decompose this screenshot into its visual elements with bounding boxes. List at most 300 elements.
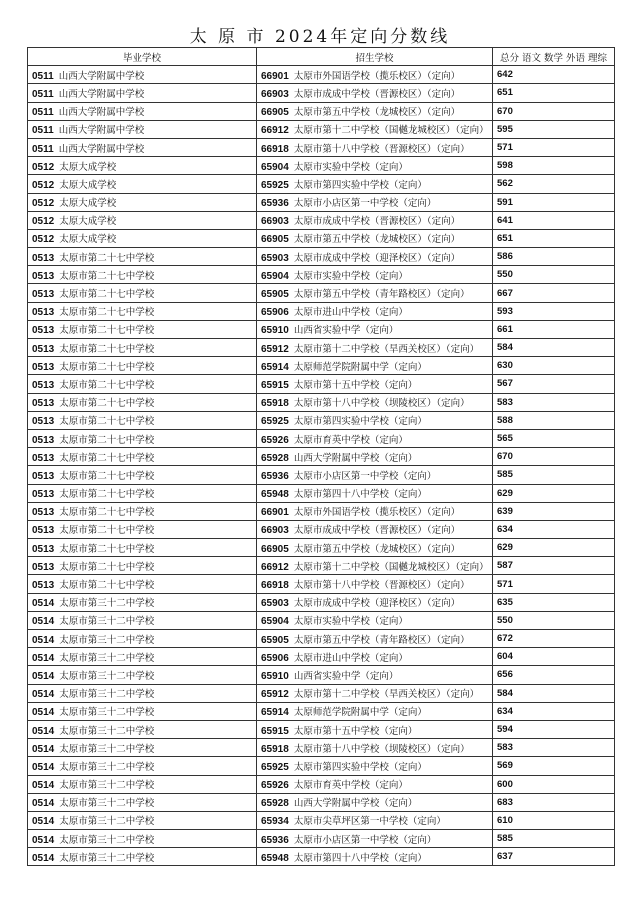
graduate-school-cell [28, 429, 257, 447]
graduate-school-cell [28, 229, 257, 247]
admit-school-cell [257, 575, 493, 593]
admit-school-name: 太原市实验中学校（定向） [293, 616, 408, 628]
table-row [28, 211, 615, 229]
graduate-school-code: 0513 [32, 434, 55, 446]
graduate-school-name: 山西大学附属中学校 [58, 88, 145, 100]
graduate-school-name: 太原市第三十二中学校 [59, 670, 155, 682]
admit-school-cell [257, 702, 493, 720]
score-cell: 635 [493, 593, 615, 611]
score-table [27, 47, 615, 866]
graduate-school-code: 0512 [32, 234, 55, 246]
graduate-school-code: 0514 [32, 598, 55, 610]
graduate-school-name: 太原大成学校 [59, 198, 117, 210]
graduate-school-name: 山西大学附属中学校 [58, 70, 145, 82]
admit-school-name: 太原市第十五中学校（定向） [293, 725, 418, 737]
graduate-school-name: 太原市第二十七中学校 [59, 543, 155, 555]
graduate-school-name: 太原市第三十二中学校 [59, 761, 155, 773]
graduate-school-cell [28, 630, 257, 648]
score-cell: 610 [493, 811, 615, 829]
graduate-school-code: 0513 [32, 470, 55, 482]
table-row [28, 284, 615, 302]
score-cell: 670 [493, 102, 615, 120]
admit-school-name: 太原市第十二中学校（国樾龙城校区）（定向） [293, 125, 489, 137]
admit-school-cell [257, 429, 493, 447]
table-row [28, 630, 615, 648]
score-cell: 550 [493, 611, 615, 629]
graduate-school-code: 0514 [32, 743, 55, 755]
admit-school-code: 66905 [261, 234, 289, 246]
score-cell: 583 [493, 739, 615, 757]
table-row [28, 84, 615, 102]
admit-school-name: 太原市外国语学校（揽乐校区）（定向） [293, 507, 461, 519]
table-row [28, 138, 615, 156]
graduate-school-cell [28, 484, 257, 502]
table-row [28, 539, 615, 557]
admit-school-code: 66901 [261, 507, 289, 519]
table-row [28, 775, 615, 793]
graduate-school-name: 太原市第三十二中学校 [59, 743, 155, 755]
admit-school-cell [257, 193, 493, 211]
admit-school-name: 太原市第四实验中学校（定向） [293, 179, 427, 191]
graduate-school-cell [28, 466, 257, 484]
table-row [28, 684, 615, 702]
admit-school-cell [257, 775, 493, 793]
graduate-school-cell [28, 138, 257, 156]
admit-school-cell [257, 848, 493, 866]
table-row [28, 702, 615, 720]
graduate-school-code: 0512 [32, 198, 55, 210]
admit-school-code: 65918 [261, 743, 289, 755]
score-cell: 629 [493, 484, 615, 502]
admit-school-cell [257, 266, 493, 284]
graduate-school-name: 太原市第二十七中学校 [59, 379, 155, 391]
admit-school-name: 太原市第十二中学校（旱西关校区）（定向） [293, 689, 480, 701]
graduate-school-cell [28, 120, 257, 138]
admit-school-name: 山西省实验中学（定向） [293, 325, 399, 337]
graduate-school-name: 太原市第二十七中学校 [59, 252, 155, 264]
score-cell: 562 [493, 175, 615, 193]
score-cell: 594 [493, 720, 615, 738]
graduate-school-code: 0512 [32, 216, 55, 228]
graduate-school-code: 0514 [32, 780, 55, 792]
table-row [28, 666, 615, 684]
score-cell: 565 [493, 429, 615, 447]
graduate-school-code: 0513 [32, 325, 55, 337]
admit-school-code: 66912 [261, 561, 289, 573]
admit-school-code: 65905 [261, 289, 289, 301]
admit-school-name: 太原市外国语学校（揽乐校区）（定向） [293, 70, 461, 82]
admit-school-name: 太原市成成中学校（晋源校区）（定向） [293, 216, 461, 228]
table-row [28, 757, 615, 775]
admit-school-name: 太原市第十八中学校（晋源校区）（定向） [293, 580, 470, 592]
header-score: 总分 语文 数学 外语 理综 [493, 48, 615, 66]
graduate-school-code: 0514 [32, 670, 55, 682]
admit-school-code: 65925 [261, 416, 289, 428]
graduate-school-name: 太原市第二十七中学校 [59, 325, 155, 337]
admit-school-code: 65918 [261, 398, 289, 410]
graduate-school-cell [28, 739, 257, 757]
graduate-school-cell [28, 720, 257, 738]
graduate-school-cell [28, 611, 257, 629]
score-cell: 571 [493, 575, 615, 593]
table-row [28, 739, 615, 757]
admit-school-cell [257, 448, 493, 466]
score-cell: 585 [493, 830, 615, 848]
graduate-school-cell [28, 684, 257, 702]
admit-school-code: 65904 [261, 270, 289, 282]
graduate-school-code: 0514 [32, 798, 55, 810]
score-cell: 586 [493, 248, 615, 266]
admit-school-name: 太原市第十八中学校（晋源校区）（定向） [293, 143, 470, 155]
admit-school-code: 65928 [261, 452, 289, 464]
admit-school-cell [257, 84, 493, 102]
admit-school-code: 65928 [261, 798, 289, 810]
graduate-school-code: 0513 [32, 398, 55, 410]
graduate-school-code: 0513 [32, 543, 55, 555]
graduate-school-code: 0512 [32, 161, 55, 173]
admit-school-name: 太原师范学院附属中学（定向） [293, 707, 427, 719]
graduate-school-cell [28, 575, 257, 593]
admit-school-cell [257, 102, 493, 120]
score-cell: 595 [493, 120, 615, 138]
graduate-school-name: 太原市第三十二中学校 [59, 834, 155, 846]
graduate-school-name: 太原市第三十二中学校 [59, 598, 155, 610]
score-cell: 670 [493, 448, 615, 466]
admit-school-cell [257, 793, 493, 811]
table-row [28, 266, 615, 284]
admit-school-code: 65915 [261, 379, 289, 391]
table-row [28, 484, 615, 502]
admit-school-name: 太原市第五中学校（龙城校区）（定向） [293, 543, 461, 555]
admit-school-cell [257, 229, 493, 247]
graduate-school-cell [28, 375, 257, 393]
graduate-school-cell [28, 84, 257, 102]
graduate-school-cell [28, 302, 257, 320]
graduate-school-code: 0513 [32, 361, 55, 373]
admit-school-cell [257, 648, 493, 666]
score-cell: 598 [493, 157, 615, 175]
graduate-school-cell [28, 702, 257, 720]
score-cell: 672 [493, 630, 615, 648]
table-row [28, 720, 615, 738]
admit-school-code: 66901 [261, 70, 289, 82]
graduate-school-name: 太原大成学校 [59, 179, 117, 191]
admit-school-code: 66918 [261, 580, 289, 592]
graduate-school-code: 0511 [32, 125, 54, 137]
graduate-school-name: 太原市第二十七中学校 [59, 489, 155, 501]
score-cell: 591 [493, 193, 615, 211]
admit-school-code: 65904 [261, 161, 289, 173]
admit-school-code: 66905 [261, 107, 289, 119]
admit-school-cell [257, 520, 493, 538]
table-row [28, 611, 615, 629]
table-row [28, 193, 615, 211]
graduate-school-code: 0514 [32, 652, 55, 664]
graduate-school-cell [28, 793, 257, 811]
admit-school-code: 65912 [261, 689, 289, 701]
admit-school-code: 65904 [261, 616, 289, 628]
admit-school-name: 山西省实验中学（定向） [293, 670, 399, 682]
table-row [28, 357, 615, 375]
admit-school-name: 太原师范学院附属中学（定向） [293, 361, 427, 373]
admit-school-code: 65906 [261, 307, 289, 319]
table-row [28, 66, 615, 84]
admit-school-cell [257, 138, 493, 156]
admit-school-name: 太原市第十二中学校（国樾龙城校区）（定向） [293, 561, 489, 573]
admit-school-name: 太原市进山中学校（定向） [293, 307, 408, 319]
table-row [28, 648, 615, 666]
admit-school-code: 65948 [261, 489, 289, 501]
graduate-school-name: 太原市第三十二中学校 [59, 652, 155, 664]
admit-school-cell [257, 284, 493, 302]
admit-school-code: 65936 [261, 198, 289, 210]
score-cell: 585 [493, 466, 615, 484]
admit-school-name: 太原市第十八中学校（坝陵校区）（定向） [293, 743, 470, 755]
admit-school-code: 66903 [261, 88, 289, 100]
graduate-school-cell [28, 520, 257, 538]
graduate-school-code: 0511 [32, 70, 54, 82]
graduate-school-code: 0511 [32, 88, 54, 100]
graduate-school-cell [28, 811, 257, 829]
graduate-school-name: 太原市第二十七中学校 [59, 452, 155, 464]
graduate-school-code: 0513 [32, 452, 55, 464]
admit-school-code: 65905 [261, 634, 289, 646]
table-row [28, 175, 615, 193]
admit-school-code: 65925 [261, 761, 289, 773]
admit-school-name: 太原市进山中学校（定向） [293, 652, 408, 664]
table-row [28, 339, 615, 357]
graduate-school-code: 0514 [32, 616, 55, 628]
table-row [28, 520, 615, 538]
score-cell: 584 [493, 684, 615, 702]
score-cell: 550 [493, 266, 615, 284]
admit-school-cell [257, 375, 493, 393]
admit-school-code: 65910 [261, 670, 289, 682]
admit-school-cell [257, 593, 493, 611]
graduate-school-cell [28, 557, 257, 575]
score-cell: 600 [493, 775, 615, 793]
admit-school-cell [257, 630, 493, 648]
graduate-school-cell [28, 775, 257, 793]
graduate-school-cell [28, 593, 257, 611]
graduate-school-code: 0513 [32, 289, 55, 301]
graduate-school-code: 0514 [32, 761, 55, 773]
graduate-school-code: 0513 [32, 580, 55, 592]
admit-school-cell [257, 684, 493, 702]
admit-school-name: 太原市第十八中学校（坝陵校区）（定向） [293, 398, 470, 410]
graduate-school-code: 0513 [32, 489, 55, 501]
graduate-school-name: 太原市第二十七中学校 [59, 289, 155, 301]
admit-school-code: 65925 [261, 179, 289, 191]
graduate-school-name: 太原市第三十二中学校 [59, 616, 155, 628]
admit-school-cell [257, 157, 493, 175]
admit-school-name: 太原市第五中学校（青年路校区）（定向） [293, 289, 470, 301]
admit-school-cell [257, 466, 493, 484]
admit-school-name: 太原市成成中学校（晋源校区）（定向） [293, 525, 461, 537]
graduate-school-code: 0513 [32, 507, 55, 519]
graduate-school-name: 太原市第二十七中学校 [59, 270, 155, 282]
admit-school-code: 66903 [261, 525, 289, 537]
graduate-school-code: 0513 [32, 270, 55, 282]
table-row [28, 793, 615, 811]
graduate-school-cell [28, 102, 257, 120]
score-cell: 651 [493, 229, 615, 247]
score-cell: 571 [493, 138, 615, 156]
table-row [28, 411, 615, 429]
table-row [28, 593, 615, 611]
admit-school-cell [257, 739, 493, 757]
admit-school-name: 太原市第四十八中学校（定向） [293, 852, 427, 864]
admit-school-cell [257, 539, 493, 557]
score-cell: 587 [493, 557, 615, 575]
admit-school-name: 山西大学附属中学校（定向） [293, 798, 418, 810]
admit-school-name: 太原市尖草坪区第一中学校（定向） [293, 816, 446, 828]
graduate-school-name: 山西大学附属中学校 [58, 125, 145, 137]
graduate-school-name: 山西大学附属中学校 [58, 143, 145, 155]
graduate-school-cell [28, 248, 257, 266]
admit-school-name: 太原市实验中学校（定向） [293, 270, 408, 282]
table-row [28, 830, 615, 848]
graduate-school-name: 太原市第二十七中学校 [59, 470, 155, 482]
graduate-school-cell [28, 211, 257, 229]
graduate-school-code: 0511 [32, 107, 54, 119]
graduate-school-cell [28, 66, 257, 84]
table-row [28, 375, 615, 393]
graduate-school-name: 太原市第二十七中学校 [59, 434, 155, 446]
admit-school-code: 65903 [261, 252, 289, 264]
table-row [28, 120, 615, 138]
graduate-school-cell [28, 539, 257, 557]
graduate-school-cell [28, 848, 257, 866]
admit-school-cell [257, 611, 493, 629]
graduate-school-name: 太原市第二十七中学校 [59, 343, 155, 355]
graduate-school-name: 太原市第三十二中学校 [59, 689, 155, 701]
graduate-school-code: 0513 [32, 307, 55, 319]
admit-school-code: 65934 [261, 816, 289, 828]
score-cell: 637 [493, 848, 615, 866]
admit-school-cell [257, 502, 493, 520]
graduate-school-name: 太原市第二十七中学校 [59, 525, 155, 537]
score-cell: 567 [493, 375, 615, 393]
graduate-school-cell [28, 157, 257, 175]
graduate-school-cell [28, 175, 257, 193]
admit-school-cell [257, 757, 493, 775]
graduate-school-code: 0513 [32, 252, 55, 264]
admit-school-name: 太原市第四实验中学校（定向） [293, 761, 427, 773]
admit-school-cell [257, 557, 493, 575]
admit-school-code: 66905 [261, 543, 289, 555]
graduate-school-code: 0511 [32, 143, 54, 155]
score-cell: 604 [493, 648, 615, 666]
header-row [28, 48, 615, 66]
admit-school-cell [257, 357, 493, 375]
graduate-school-name: 太原市第二十七中学校 [59, 561, 155, 573]
admit-school-cell [257, 484, 493, 502]
admit-school-name: 太原市第四十八中学校（定向） [293, 489, 427, 501]
graduate-school-name: 太原市第三十二中学校 [59, 798, 155, 810]
admit-school-name: 太原市育英中学校（定向） [293, 780, 408, 792]
admit-school-code: 65912 [261, 343, 289, 355]
score-cell: 630 [493, 357, 615, 375]
admit-school-cell [257, 320, 493, 338]
admit-school-cell [257, 248, 493, 266]
graduate-school-name: 太原市第三十二中学校 [59, 816, 155, 828]
admit-school-name: 太原市第五中学校（龙城校区）（定向） [293, 107, 461, 119]
admit-school-cell [257, 339, 493, 357]
graduate-school-code: 0514 [32, 634, 55, 646]
admit-school-name: 太原市成成中学校（迎泽校区）（定向） [293, 252, 461, 264]
graduate-school-cell [28, 357, 257, 375]
graduate-school-name: 太原市第二十七中学校 [59, 507, 155, 519]
table-row [28, 157, 615, 175]
graduate-school-name: 太原市第三十二中学校 [59, 707, 155, 719]
admit-school-cell [257, 66, 493, 84]
admit-school-name: 太原市实验中学校（定向） [293, 161, 408, 173]
graduate-school-cell [28, 648, 257, 666]
admit-school-cell [257, 830, 493, 848]
admit-school-name: 太原市小店区第一中学校（定向） [293, 198, 437, 210]
table-row [28, 302, 615, 320]
graduate-school-cell [28, 284, 257, 302]
graduate-school-name: 太原市第二十七中学校 [59, 398, 155, 410]
admit-school-cell [257, 811, 493, 829]
graduate-school-name: 太原市第三十二中学校 [59, 852, 155, 864]
graduate-school-cell [28, 411, 257, 429]
graduate-school-code: 0513 [32, 379, 55, 391]
graduate-school-name: 太原市第二十七中学校 [59, 580, 155, 592]
table-row [28, 575, 615, 593]
admit-school-code: 65910 [261, 325, 289, 337]
score-cell: 629 [493, 539, 615, 557]
score-cell: 584 [493, 339, 615, 357]
score-cell: 634 [493, 702, 615, 720]
admit-school-name: 太原市第五中学校（青年路校区）（定向） [293, 634, 470, 646]
score-cell: 583 [493, 393, 615, 411]
graduate-school-name: 太原大成学校 [59, 161, 117, 173]
page-title: 太 原 市 2024年定向分数线 [189, 27, 451, 47]
graduate-school-code: 0514 [32, 852, 55, 864]
admit-school-cell [257, 666, 493, 684]
admit-school-code: 66912 [261, 125, 289, 137]
graduate-school-code: 0514 [32, 834, 55, 846]
table-row [28, 466, 615, 484]
score-cell: 661 [493, 320, 615, 338]
admit-school-code: 65948 [261, 852, 289, 864]
table-row [28, 848, 615, 866]
admit-school-cell [257, 302, 493, 320]
score-cell: 667 [493, 284, 615, 302]
table-row [28, 448, 615, 466]
admit-school-name: 山西大学附属中学校（定向） [293, 452, 418, 464]
graduate-school-code: 0513 [32, 525, 55, 537]
graduate-school-name: 太原市第二十七中学校 [59, 361, 155, 373]
admit-school-code: 65926 [261, 780, 289, 792]
graduate-school-name: 太原大成学校 [59, 216, 117, 228]
graduate-school-code: 0513 [32, 561, 55, 573]
admit-school-code: 66918 [261, 143, 289, 155]
admit-school-name: 太原市第十二中学校（旱西关校区）（定向） [293, 343, 480, 355]
admit-school-name: 太原市成成中学校（迎泽校区）（定向） [293, 598, 461, 610]
admit-school-cell [257, 720, 493, 738]
admit-school-code: 65914 [261, 707, 289, 719]
table-row [28, 502, 615, 520]
admit-school-name: 太原市第四实验中学校（定向） [293, 416, 427, 428]
admit-school-cell [257, 120, 493, 138]
graduate-school-name: 太原市第二十七中学校 [59, 416, 155, 428]
admit-school-name: 太原市第五中学校（龙城校区）（定向） [293, 234, 461, 246]
graduate-school-cell [28, 666, 257, 684]
graduate-school-code: 0512 [32, 179, 55, 191]
